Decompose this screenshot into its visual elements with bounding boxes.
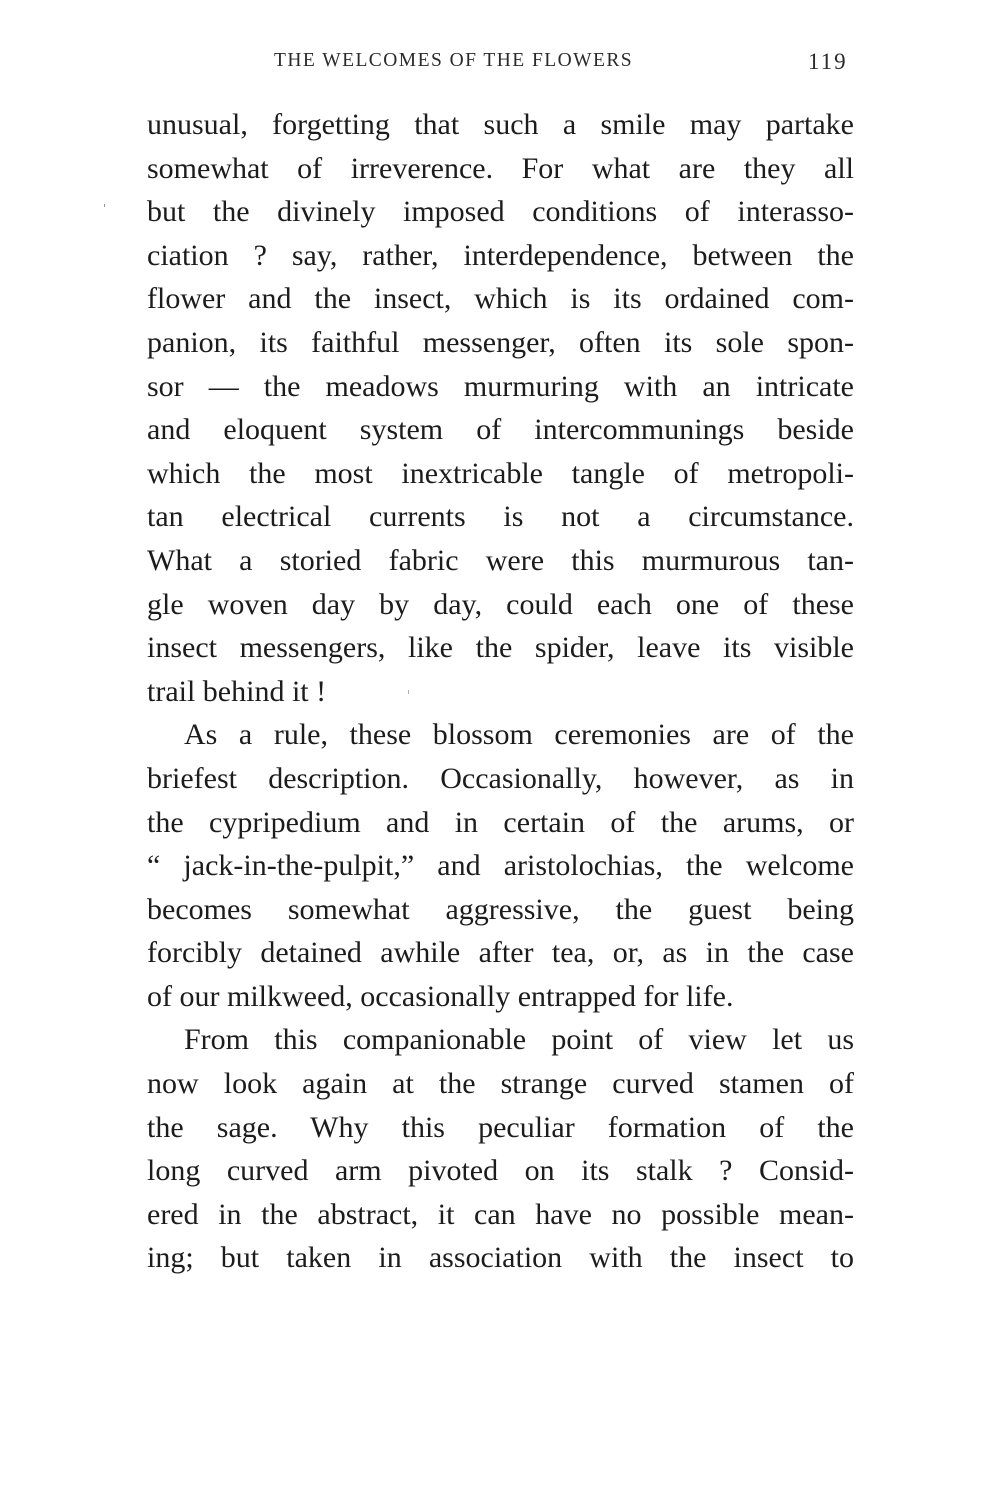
text-line: tan electrical currents is not a circumstance. — [147, 500, 854, 534]
text-line: “ jack-in-the-pulpit,” and aristolochias, the welcome — [147, 849, 854, 883]
text-line: As a rule, these blossom ceremonies are of the — [184, 718, 854, 752]
text-line: ing; but taken in association with the insect to — [147, 1241, 854, 1275]
text-line: becomes somewhat aggressive, the guest being — [147, 892, 854, 926]
text-line: and eloquent system of intercommunings beside — [147, 413, 854, 447]
page-number: 119 — [808, 49, 848, 74]
text-line: gle woven day by day, could each one of these — [147, 587, 854, 621]
paragraph — [147, 713, 854, 1018]
print-speck — [104, 204, 105, 207]
paragraph — [147, 1018, 854, 1280]
text-line: trail behind it ! — [147, 674, 327, 708]
text-line: forcibly detained awhile after tea, or, as in the case — [147, 936, 854, 970]
text-line: long curved arm pivoted on its stalk ? Consid- — [147, 1154, 854, 1188]
text-line: briefest description. Occasionally, however, as in — [147, 761, 854, 795]
text-line: now look again at the strange curved stamen of — [147, 1067, 854, 1101]
running-head — [0, 50, 1000, 82]
text-line: ciation ? say, rather, interdependence, between the — [147, 238, 854, 272]
text-line: the cypripedium and in certain of the arums, or — [147, 805, 854, 839]
text-line: but the divinely imposed conditions of interasso- — [147, 195, 854, 229]
text-line: which the most inextricable tangle of metropoli- — [147, 456, 854, 490]
text-line: of our milkweed, occasionally entrapped for life. — [147, 979, 734, 1013]
text-line: the sage. Why this peculiar formation of the — [147, 1110, 854, 1144]
text-line: panion, its faithful messenger, often its sole spon- — [147, 325, 854, 359]
text-line: unusual, forgetting that such a smile may partake — [147, 108, 854, 141]
body-text — [147, 103, 854, 1280]
text-line: sor — the meadows murmuring with an intricate — [147, 369, 854, 403]
text-line: ered in the abstract, it can have no possible mean- — [147, 1197, 854, 1231]
text-line: From this companionable point of view let us — [184, 1023, 854, 1057]
paragraph — [147, 103, 854, 713]
text-line: flower and the insect, which is its ordained com- — [147, 282, 854, 316]
running-title: THE WELCOMES OF THE FLOWERS — [274, 50, 634, 71]
text-line: What a storied fabric were this murmurous tan- — [147, 543, 854, 577]
text-line: insect messengers, like the spider, leave its visible — [147, 631, 854, 665]
text-line: somewhat of irreverence. For what are they all — [147, 151, 854, 185]
